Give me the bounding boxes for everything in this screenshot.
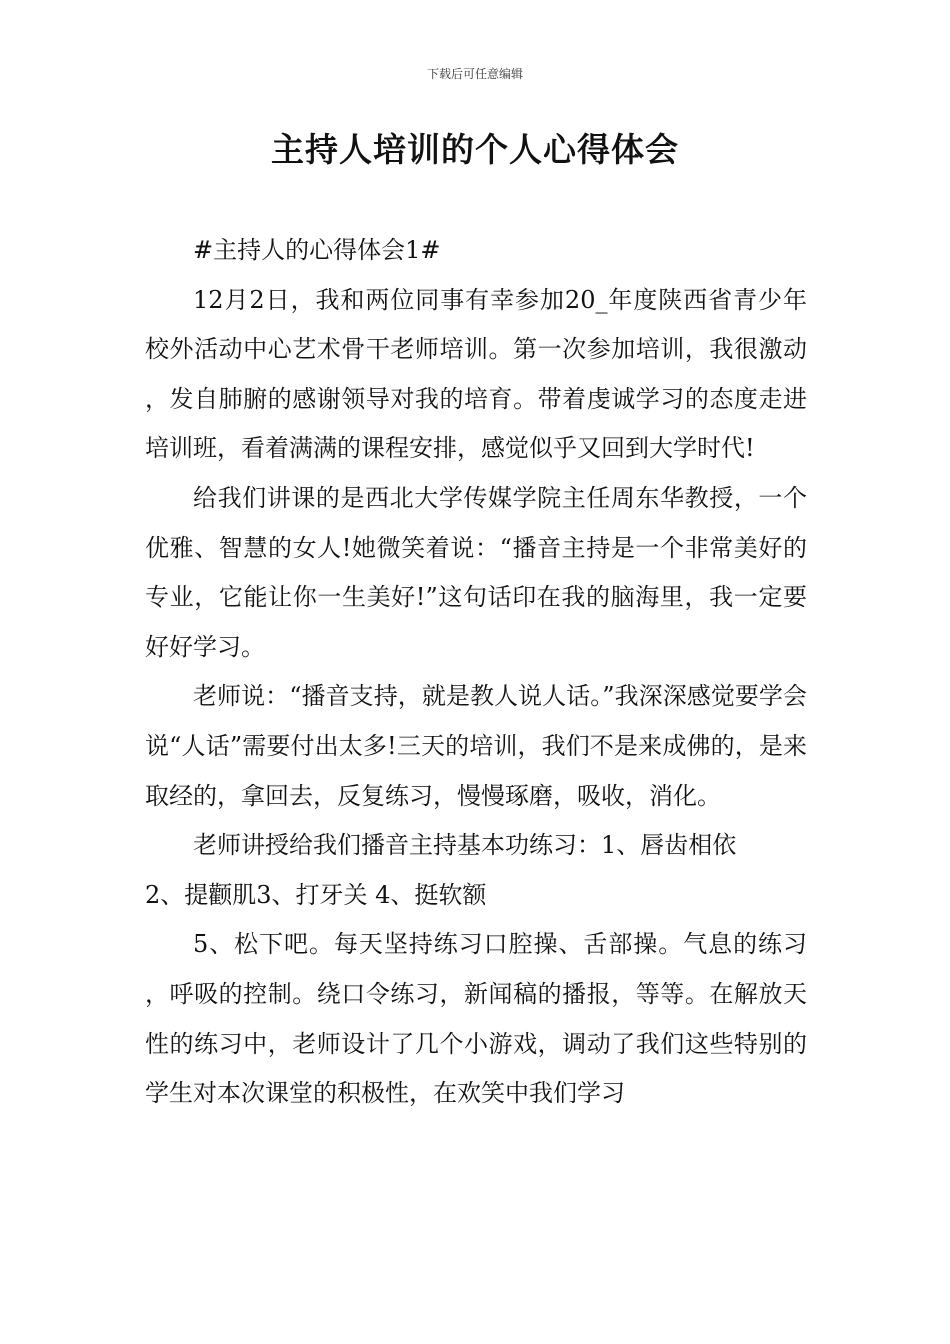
paragraph-1: 12月2日，我和两位同事有幸参加20_年度陕西省青少年校外活动中心艺术骨干老师培训。第一次参加培训，我很激动，发自肺腑的感谢领导对我的培育。带着虔诚学习的态度走进培训班，看着满满的课程安排，感觉似乎又回到大学时代! bbox=[145, 285, 807, 463]
paragraph-4-continuation: 2、提颧肌3、打牙关 4、挺软额 bbox=[145, 880, 487, 909]
header-note: 下载后可任意编辑 bbox=[426, 67, 523, 81]
page-title: 主持人培训的个人心得体会 bbox=[271, 130, 679, 169]
paragraph-5: 5、松下吧。每天坚持练习口腔操、舌部操。气息的练习，呼吸的控制。绕口令练习，新闻稿的播报，等等。在解放天性的练习中，老师设计了几个小游戏，调动了我们这些特别的学生对本次课堂的积极性，在欢笑中我们学习 bbox=[145, 930, 807, 1108]
document-body bbox=[145, 226, 807, 1119]
section-heading: #主持人的心得体会1# bbox=[193, 236, 441, 264]
paragraph-3: 老师说：“播音支持，就是教人说人话。”我深深感觉要学会说“人话”需要付出太多!三天的培训，我们不是来成佛的，是来取经的，拿回去，反复练习，慢慢琢磨，吸收，消化。 bbox=[145, 682, 807, 810]
paragraph-4: 老师讲授给我们播音主持基本功练习：1、唇齿相依 bbox=[193, 831, 737, 860]
paragraph-2: 给我们讲课的是西北大学传媒学院主任周东华教授，一个优雅、智慧的女人!她微笑着说：“播音主持是一个非常美好的专业，它能让你一生美好!”这句话印在我的脑海里，我一定要好好学习。 bbox=[145, 483, 807, 661]
